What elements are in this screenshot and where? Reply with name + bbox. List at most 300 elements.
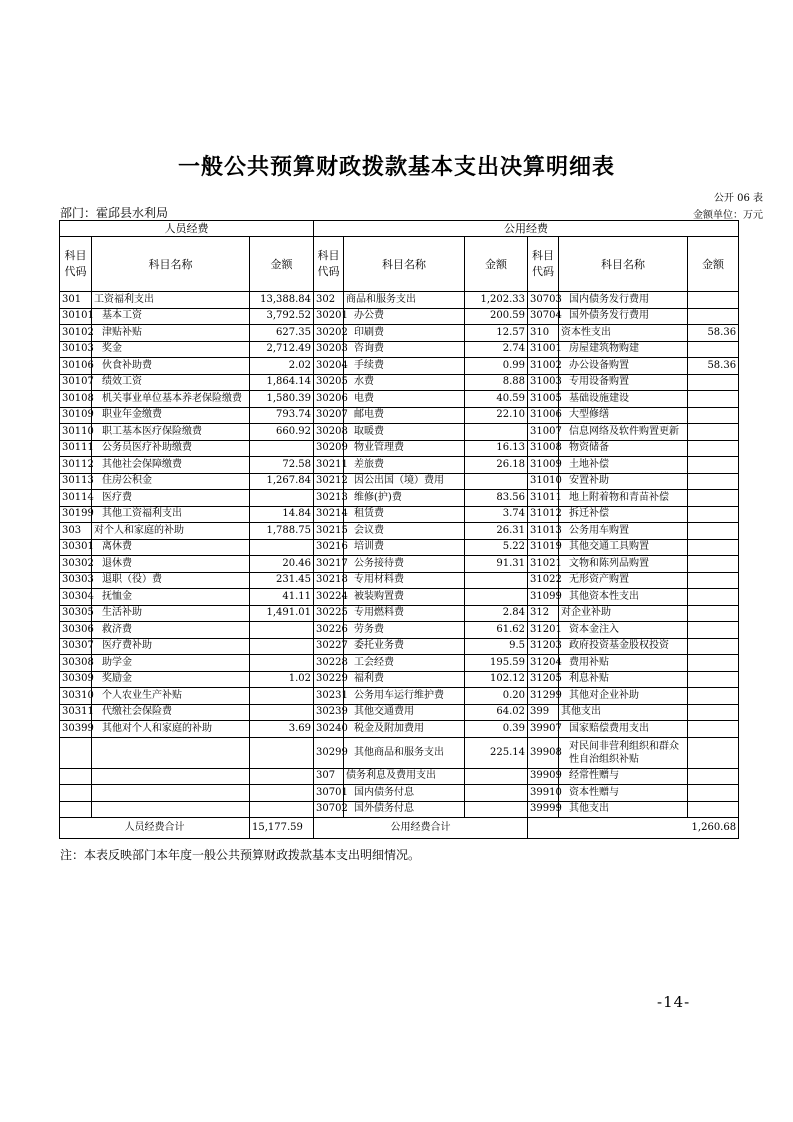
cell-code: 30226 [314,622,344,639]
cell-amount [250,440,314,457]
cell-code: 30199 [60,506,92,523]
table-row [60,523,739,540]
cell-name: 物资储备 [559,440,688,457]
table-row [60,473,739,490]
cell-code: 31204 [528,655,559,672]
cell-amount: 13,388.84 [250,292,314,309]
cell-name: 机关事业单位基本养老保险缴费 [92,391,250,408]
cell-amount [250,539,314,556]
cell-name: 公务用车购置 [559,523,688,540]
cell-code: 31001 [528,341,559,358]
cell-amount: 41.11 [250,589,314,606]
cell-name: 国外债务付息 [344,801,465,818]
cell-name: 水费 [344,374,465,391]
table-row [60,801,739,818]
cell-name: 奖励金 [92,671,250,688]
cell-code: 30109 [60,407,92,424]
cell-name [92,785,250,802]
cell-name: 职业年金缴费 [92,407,250,424]
cell-name: 国内债务发行费用 [559,292,688,309]
cell-amount [688,556,739,573]
footnote: 注：本表反映部门本年度一般公共预算财政拨款基本支出明细情况。 [60,848,421,862]
table-row [60,785,739,802]
cell-code: 30114 [60,490,92,507]
cell-name: 取暖费 [344,424,465,441]
cell-amount: 14.84 [250,506,314,523]
cell-amount [465,424,528,441]
cell-name: 委托业务费 [344,638,465,655]
cell-name: 其他支出 [559,704,688,721]
cell-amount: 26.31 [465,523,528,540]
cell-amount [688,308,739,325]
cell-name: 无形资产购置 [559,572,688,589]
cell-code: 30224 [314,589,344,606]
personnel-total-value: 15,177.59 [250,818,314,839]
cell-code: 30208 [314,424,344,441]
cell-amount: 12.57 [465,325,528,342]
cell-name: 债务利息及费用支出 [344,768,465,785]
cell-amount: 2,712.49 [250,341,314,358]
cell-amount [688,572,739,589]
cell-code: 31013 [528,523,559,540]
header-code: 科目代码 [528,237,559,292]
group-header-row [60,221,739,237]
table-row [60,589,739,606]
cell-amount: 1,491.01 [250,605,314,622]
cell-name: 费用补贴 [559,655,688,672]
cell-code: 30203 [314,341,344,358]
cell-code: 30207 [314,407,344,424]
cell-amount: 64.02 [465,704,528,721]
cell-code: 30231 [314,688,344,705]
cell-name: 国外债务发行费用 [559,308,688,325]
cell-amount [465,768,528,785]
cell-amount: 627.35 [250,325,314,342]
cell-amount: 0.20 [465,688,528,705]
cell-amount: 195.59 [465,655,528,672]
table-row [60,737,739,768]
cell-name: 其他对个人和家庭的补助 [92,721,250,738]
cell-amount [688,539,739,556]
cell-name: 手续费 [344,358,465,375]
cell-code: 31010 [528,473,559,490]
cell-name: 医疗费 [92,490,250,507]
cell-amount: 2.74 [465,341,528,358]
cell-name: 政府投资基金股权投资 [559,638,688,655]
cell-name: 文物和陈列品购置 [559,556,688,573]
cell-code: 30703 [528,292,559,309]
cell-code: 30217 [314,556,344,573]
cell-amount [688,523,739,540]
cell-code: 30305 [60,605,92,622]
cell-name: 国内债务付息 [344,785,465,802]
cell-name [92,737,250,768]
cell-code: 30228 [314,655,344,672]
cell-name: 住房公积金 [92,473,250,490]
cell-code: 302 [314,292,344,309]
cell-code: 31299 [528,688,559,705]
cell-code: 30106 [60,358,92,375]
table-row [60,374,739,391]
cell-amount: 1,788.75 [250,523,314,540]
cell-amount: 20.46 [250,556,314,573]
cell-name: 对个人和家庭的补助 [92,523,250,540]
cell-code: 30239 [314,704,344,721]
cell-code: 312 [528,605,559,622]
cell-amount: 5.22 [465,539,528,556]
cell-name [92,768,250,785]
cell-code [60,768,92,785]
cell-name: 专用设备购置 [559,374,688,391]
table-row [60,539,739,556]
cell-code: 31203 [528,638,559,655]
cell-name: 退职（役）费 [92,572,250,589]
cell-amount: 72.58 [250,457,314,474]
cell-name: 工会经费 [344,655,465,672]
cell-amount [688,440,739,457]
cell-amount [465,801,528,818]
table-row [60,605,739,622]
header-amount: 金额 [688,237,739,292]
cell-name: 被装购置费 [344,589,465,606]
page-title: 一般公共预算财政拨款基本支出决算明细表 [177,155,615,180]
public-total-label: 公用经费合计 [314,818,528,839]
table-row [60,704,739,721]
header-amount: 金额 [250,237,314,292]
cell-amount: 231.45 [250,572,314,589]
table-row [60,440,739,457]
cell-code: 31201 [528,622,559,639]
table-row [60,407,739,424]
cell-amount: 2.84 [465,605,528,622]
group-public: 公用经费 [314,221,739,237]
cell-amount [688,638,739,655]
cell-name: 其他社会保障缴费 [92,457,250,474]
cell-code: 30101 [60,308,92,325]
cell-amount [465,572,528,589]
cell-name: 土地补偿 [559,457,688,474]
expenditure-table [59,220,739,839]
cell-code: 30112 [60,457,92,474]
cell-name: 工资福利支出 [92,292,250,309]
cell-name: 代缴社会保险费 [92,704,250,721]
cell-name: 办公设备购置 [559,358,688,375]
cell-code: 30225 [314,605,344,622]
cell-name: 电费 [344,391,465,408]
cell-code: 30102 [60,325,92,342]
cell-amount [250,737,314,768]
cell-amount [250,655,314,672]
cell-amount [250,638,314,655]
cell-amount: 0.39 [465,721,528,738]
cell-amount: 61.62 [465,622,528,639]
cell-amount [688,768,739,785]
table-row [60,688,739,705]
cell-amount [688,655,739,672]
cell-name: 培训费 [344,539,465,556]
cell-code: 30218 [314,572,344,589]
table-row [60,424,739,441]
cell-code: 30308 [60,655,92,672]
cell-code: 30205 [314,374,344,391]
cell-amount: 58.36 [688,325,739,342]
cell-code: 30107 [60,374,92,391]
cell-name: 会议费 [344,523,465,540]
cell-name: 差旅费 [344,457,465,474]
cell-code: 30306 [60,622,92,639]
cell-name: 对企业补助 [559,605,688,622]
cell-name: 其他交通工具购置 [559,539,688,556]
cell-name: 资本性支出 [559,325,688,342]
cell-code [60,737,92,768]
cell-amount: 0.99 [465,358,528,375]
cell-name: 邮电费 [344,407,465,424]
cell-code: 303 [60,523,92,540]
cell-name: 因公出国（境）费用 [344,473,465,490]
table-row [60,391,739,408]
cell-amount [465,785,528,802]
group-personnel: 人员经费 [60,221,314,237]
cell-amount [250,785,314,802]
cell-code: 301 [60,292,92,309]
cell-name: 个人农业生产补贴 [92,688,250,705]
cell-code: 31009 [528,457,559,474]
cell-code: 31005 [528,391,559,408]
cell-code: 31011 [528,490,559,507]
cell-amount: 1,864.14 [250,374,314,391]
cell-name: 离休费 [92,539,250,556]
cell-code: 30299 [314,737,344,768]
cell-name: 地上附着物和青苗补偿 [559,490,688,507]
cell-amount [688,391,739,408]
cell-name: 国家赔偿费用支出 [559,721,688,738]
cell-name: 其他对企业补助 [559,688,688,705]
cell-amount: 22.10 [465,407,528,424]
cell-amount: 2.02 [250,358,314,375]
cell-code: 31022 [528,572,559,589]
cell-amount [688,801,739,818]
cell-name: 税金及附加费用 [344,721,465,738]
cell-name: 印刷费 [344,325,465,342]
cell-name: 生活补助 [92,605,250,622]
cell-code: 30204 [314,358,344,375]
table-row [60,572,739,589]
cell-amount [688,374,739,391]
cell-name: 办公费 [344,308,465,325]
cell-code [60,801,92,818]
cell-amount [688,671,739,688]
cell-name: 福利费 [344,671,465,688]
table-row [60,457,739,474]
cell-amount: 3.69 [250,721,314,738]
cell-name: 租赁费 [344,506,465,523]
table-row [60,292,739,309]
cell-name: 伙食补助费 [92,358,250,375]
cell-code: 39910 [528,785,559,802]
cell-code: 30309 [60,671,92,688]
cell-code: 39999 [528,801,559,818]
cell-name: 利息补贴 [559,671,688,688]
department-label: 部门：霍邱县水利局 [60,206,169,220]
header-amount: 金额 [465,237,528,292]
cell-code: 307 [314,768,344,785]
page-number: -14- [657,993,691,1011]
cell-amount [465,473,528,490]
cell-code: 31021 [528,556,559,573]
cell-name: 其他资本性支出 [559,589,688,606]
cell-code: 30303 [60,572,92,589]
cell-name: 其他支出 [559,801,688,818]
cell-code: 30310 [60,688,92,705]
cell-amount [250,688,314,705]
cell-name: 经常性赠与 [559,768,688,785]
cell-code: 30113 [60,473,92,490]
cell-amount [688,341,739,358]
cell-code: 399 [528,704,559,721]
cell-name: 信息网络及软件购置更新 [559,424,688,441]
cell-code: 31003 [528,374,559,391]
cell-name: 其他交通费用 [344,704,465,721]
cell-amount: 3.74 [465,506,528,523]
column-header-row [60,237,739,292]
cell-name: 绩效工资 [92,374,250,391]
cell-code: 31002 [528,358,559,375]
cell-amount: 58.36 [688,358,739,375]
totals-row [60,818,739,839]
cell-amount: 8.88 [465,374,528,391]
cell-amount [250,622,314,639]
cell-amount: 225.14 [465,737,528,768]
table-row [60,638,739,655]
cell-code: 31012 [528,506,559,523]
cell-name: 维修(护)费 [344,490,465,507]
table-row [60,556,739,573]
table-row [60,490,739,507]
cell-name: 安置补助 [559,473,688,490]
cell-code: 39907 [528,721,559,738]
cell-amount [250,704,314,721]
cell-name [92,801,250,818]
cell-code: 30213 [314,490,344,507]
cell-code: 39908 [528,737,559,768]
cell-code: 30111 [60,440,92,457]
cell-amount: 83.56 [465,490,528,507]
cell-name: 劳务费 [344,622,465,639]
cell-name: 商品和服务支出 [344,292,465,309]
cell-name: 基本工资 [92,308,250,325]
cell-code: 30103 [60,341,92,358]
cell-code: 30227 [314,638,344,655]
cell-code: 39909 [528,768,559,785]
cell-name: 医疗费补助 [92,638,250,655]
cell-code: 30212 [314,473,344,490]
cell-name: 其他商品和服务支出 [344,737,465,768]
header-code: 科目代码 [314,237,344,292]
cell-code: 31008 [528,440,559,457]
cell-code: 30108 [60,391,92,408]
cell-code: 30206 [314,391,344,408]
cell-amount: 1,267.84 [250,473,314,490]
cell-code: 30304 [60,589,92,606]
cell-amount [688,589,739,606]
cell-code: 31007 [528,424,559,441]
cell-name: 资本性赠与 [559,785,688,802]
cell-amount [688,785,739,802]
cell-amount: 26.18 [465,457,528,474]
cell-code: 30216 [314,539,344,556]
cell-name: 咨询费 [344,341,465,358]
cell-code: 30399 [60,721,92,738]
cell-name: 专用材料费 [344,572,465,589]
cell-amount [250,490,314,507]
public-total-value: 1,260.68 [528,818,739,839]
cell-amount [688,292,739,309]
cell-name: 助学金 [92,655,250,672]
cell-name: 其他工资福利支出 [92,506,250,523]
cell-code: 30704 [528,308,559,325]
table-row [60,671,739,688]
cell-name: 拆迁补偿 [559,506,688,523]
table-row [60,325,739,342]
table-row [60,358,739,375]
cell-code: 30307 [60,638,92,655]
cell-name: 专用燃料费 [344,605,465,622]
cell-code: 30240 [314,721,344,738]
cell-name: 奖金 [92,341,250,358]
cell-name: 对民间非营利组织和群众性自治组织补贴 [559,737,688,768]
cell-amount [688,457,739,474]
cell-name: 房屋建筑物购建 [559,341,688,358]
cell-amount: 91.31 [465,556,528,573]
cell-name: 基础设施建设 [559,391,688,408]
cell-code: 30701 [314,785,344,802]
cell-amount [688,704,739,721]
cell-code: 30229 [314,671,344,688]
cell-name: 救济费 [92,622,250,639]
cell-amount: 3,792.52 [250,308,314,325]
cell-code: 30214 [314,506,344,523]
cell-name: 退休费 [92,556,250,573]
cell-amount: 200.59 [465,308,528,325]
cell-amount: 793.74 [250,407,314,424]
table-row [60,655,739,672]
cell-amount: 9.5 [465,638,528,655]
cell-amount [688,490,739,507]
cell-code: 30211 [314,457,344,474]
cell-amount: 102.12 [465,671,528,688]
table-row [60,721,739,738]
form-number: 公开 06 表 [713,193,763,204]
cell-amount [688,506,739,523]
cell-name: 资本金注入 [559,622,688,639]
cell-amount [688,737,739,768]
cell-code: 30301 [60,539,92,556]
cell-amount: 1,580.39 [250,391,314,408]
header-name: 科目名称 [559,237,688,292]
cell-code: 30311 [60,704,92,721]
cell-amount: 660.92 [250,424,314,441]
cell-amount [250,768,314,785]
cell-name: 津贴补贴 [92,325,250,342]
table-row [60,768,739,785]
cell-amount [688,605,739,622]
cell-name: 公务员医疗补助缴费 [92,440,250,457]
cell-name: 物业管理费 [344,440,465,457]
cell-amount [688,622,739,639]
table-row [60,341,739,358]
table-row [60,622,739,639]
unit-label: 金额单位：万元 [693,210,763,221]
